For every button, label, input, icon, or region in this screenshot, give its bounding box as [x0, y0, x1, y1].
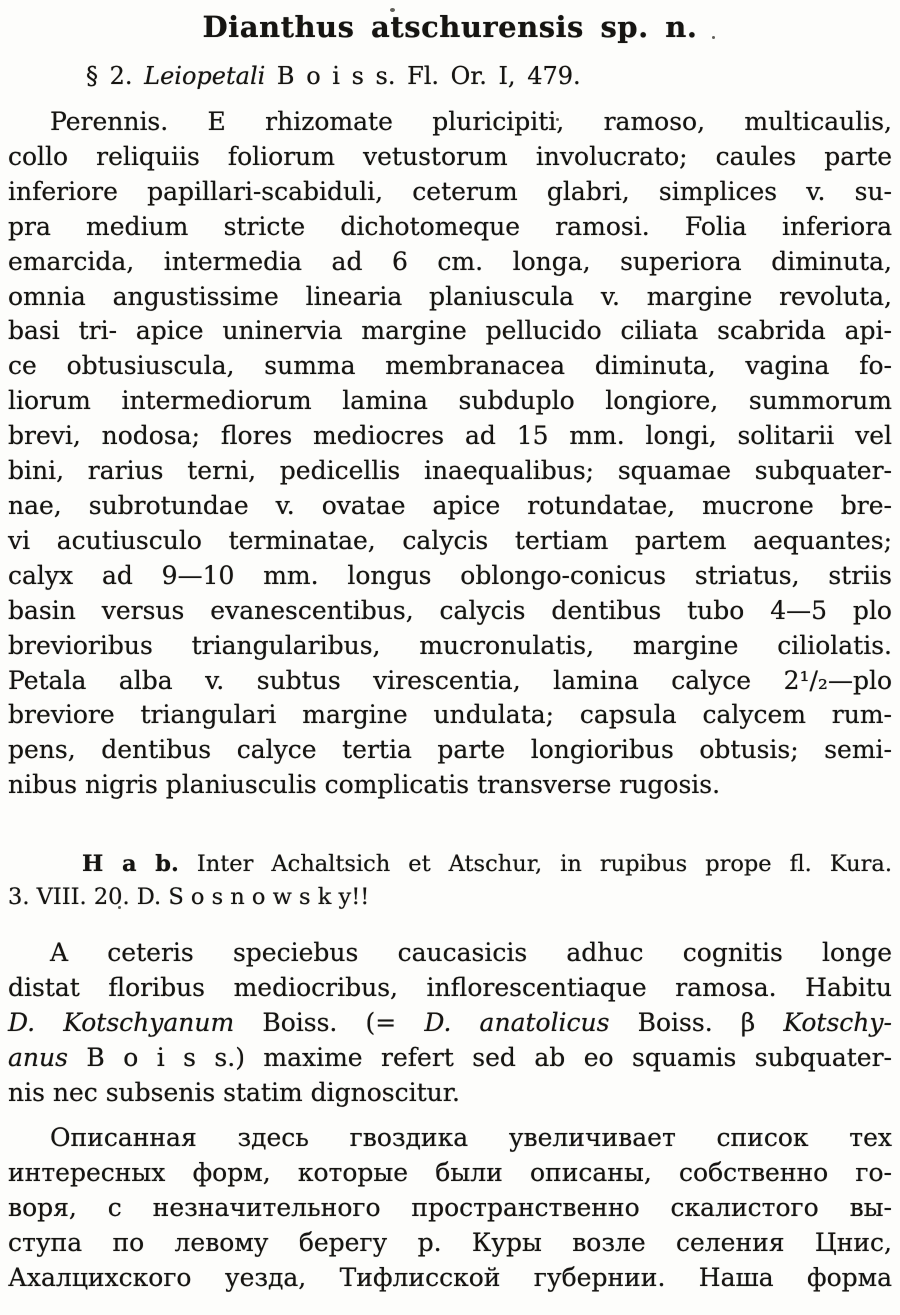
- section-reference: [86, 62, 581, 90]
- description-line: brevioribus triangularibus, mucronulatis, margine ciliolatis.: [8, 630, 892, 660]
- description-line: breviore triangulari margine undulata; capsula calycem rum-: [8, 700, 892, 730]
- description-line: brevi, nodosa; flores mediocres ad 15 mm. longi, solitarii vel: [8, 421, 892, 451]
- comparison-line: A ceteris speciebus caucasicis adhuc cognitis longe: [50, 938, 892, 967]
- section-citation: B o i s s. Fl. Or. I, 479.: [265, 62, 581, 90]
- description-line: bini, rarius terni, pedicellis inaequalibus; squamae subquater-: [8, 456, 892, 486]
- description-line: omnia angustissime linearia planiuscula v. margine revoluta,: [8, 281, 892, 311]
- russian-line: интересных форм, которые были описаны, собственно го-: [8, 1158, 892, 1187]
- taxon-name-italic: D. anatolicus: [424, 1007, 610, 1037]
- comparison-text: Boiss. β: [609, 1007, 784, 1037]
- description-line: vi acutiusculo terminatae, calycis tertiam partem aequantes;: [8, 525, 892, 555]
- russian-line: Ахалцихского уезда, Тифлисской губернии. Наша форма: [8, 1263, 892, 1292]
- latin-description-paragraph: [8, 105, 892, 803]
- comparison-line: nis nec subsenis statim dignoscitur.: [8, 1077, 460, 1107]
- description-line: calyx ad 9—10 mm. longus oblongo-conicus striatus, striis: [8, 560, 892, 590]
- description-line: ce obtusiuscula, summa membranacea diminuta, vagina fo-: [8, 351, 892, 381]
- description-line: emarcida, intermedia ad 6 cm. longa, superiora diminuta,: [8, 246, 892, 276]
- description-line: basin versus evanescentibus, calycis dentibus tubo 4—5 plo: [8, 595, 892, 625]
- species-title: [0, 10, 900, 44]
- russian-commentary-paragraph: [8, 1120, 892, 1295]
- description-line: basi tri- apice uninervia margine pellucido ciliata scabrida api-: [8, 316, 892, 346]
- habitat-label: H a b.: [82, 851, 179, 877]
- taxon-name-italic: D. Kotschyanum: [8, 1007, 235, 1037]
- habitat-locality: Inter Achaltsich et Atschur, in rupibus prope fl. Kura.: [178, 851, 892, 877]
- description-line: Petala alba v. subtus virescentia, lamina calyce 2¹/₂—plo: [8, 665, 892, 695]
- comparison-line: [8, 1041, 892, 1076]
- russian-line: ступа по левому берегу р. Куры возле селения Цнис,: [8, 1228, 892, 1257]
- description-line: nibus nigris planiusculis complicatis transverse rugosis.: [8, 770, 721, 800]
- description-line: pra medium stricte dichotomeque ramosi. Folia inferiora: [8, 211, 892, 241]
- description-line: nae, subrotundae v. ovatae apice rotundatae, mucrone bre-: [8, 490, 892, 520]
- taxon-name-italic: Kotschy-: [783, 1007, 892, 1037]
- species-title-text: Dianthus atschurensis sp. n.: [202, 10, 698, 44]
- habitat-line: [8, 848, 892, 881]
- habitat-note: [8, 848, 892, 914]
- description-line: pens, dentibus calyce tertia parte longioribus obtusis; semi-: [8, 735, 892, 765]
- description-line: collo reliquiis foliorum vetustorum involucrato; caules parte: [8, 141, 892, 171]
- comparison-text: B o i s s.) maxime refert sed ab eo squamis subquater-: [67, 1042, 892, 1072]
- comparison-line: distat floribus mediocribus, inflorescentiaque ramosa. Habitu: [8, 972, 892, 1002]
- description-line: liorum intermediorum lamina subduplo longiore, summorum: [8, 386, 892, 416]
- comparison-paragraph: [8, 936, 892, 1111]
- section-taxon-name: Leiopetali: [144, 62, 266, 90]
- description-line: Perennis. E rhizomate pluricipiti, ramoso, multicaulis,: [50, 107, 892, 136]
- russian-line: Описанная здесь гвоздика увеличивает список тех: [50, 1123, 892, 1152]
- comparison-text: Boiss. (=: [234, 1007, 425, 1037]
- habitat-collector-line: 3. VIII. 20. D. S o s n o w s k y!!: [8, 884, 370, 910]
- description-line: inferiore papillari-scabiduli, ceterum glabri, simplices v. su-: [8, 176, 892, 206]
- comparison-line: [8, 1006, 892, 1041]
- taxon-name-italic: anus: [8, 1042, 68, 1072]
- section-prefix: § 2.: [86, 62, 145, 90]
- russian-line: воря, с незначительного пространственно скалистого вы-: [8, 1193, 892, 1222]
